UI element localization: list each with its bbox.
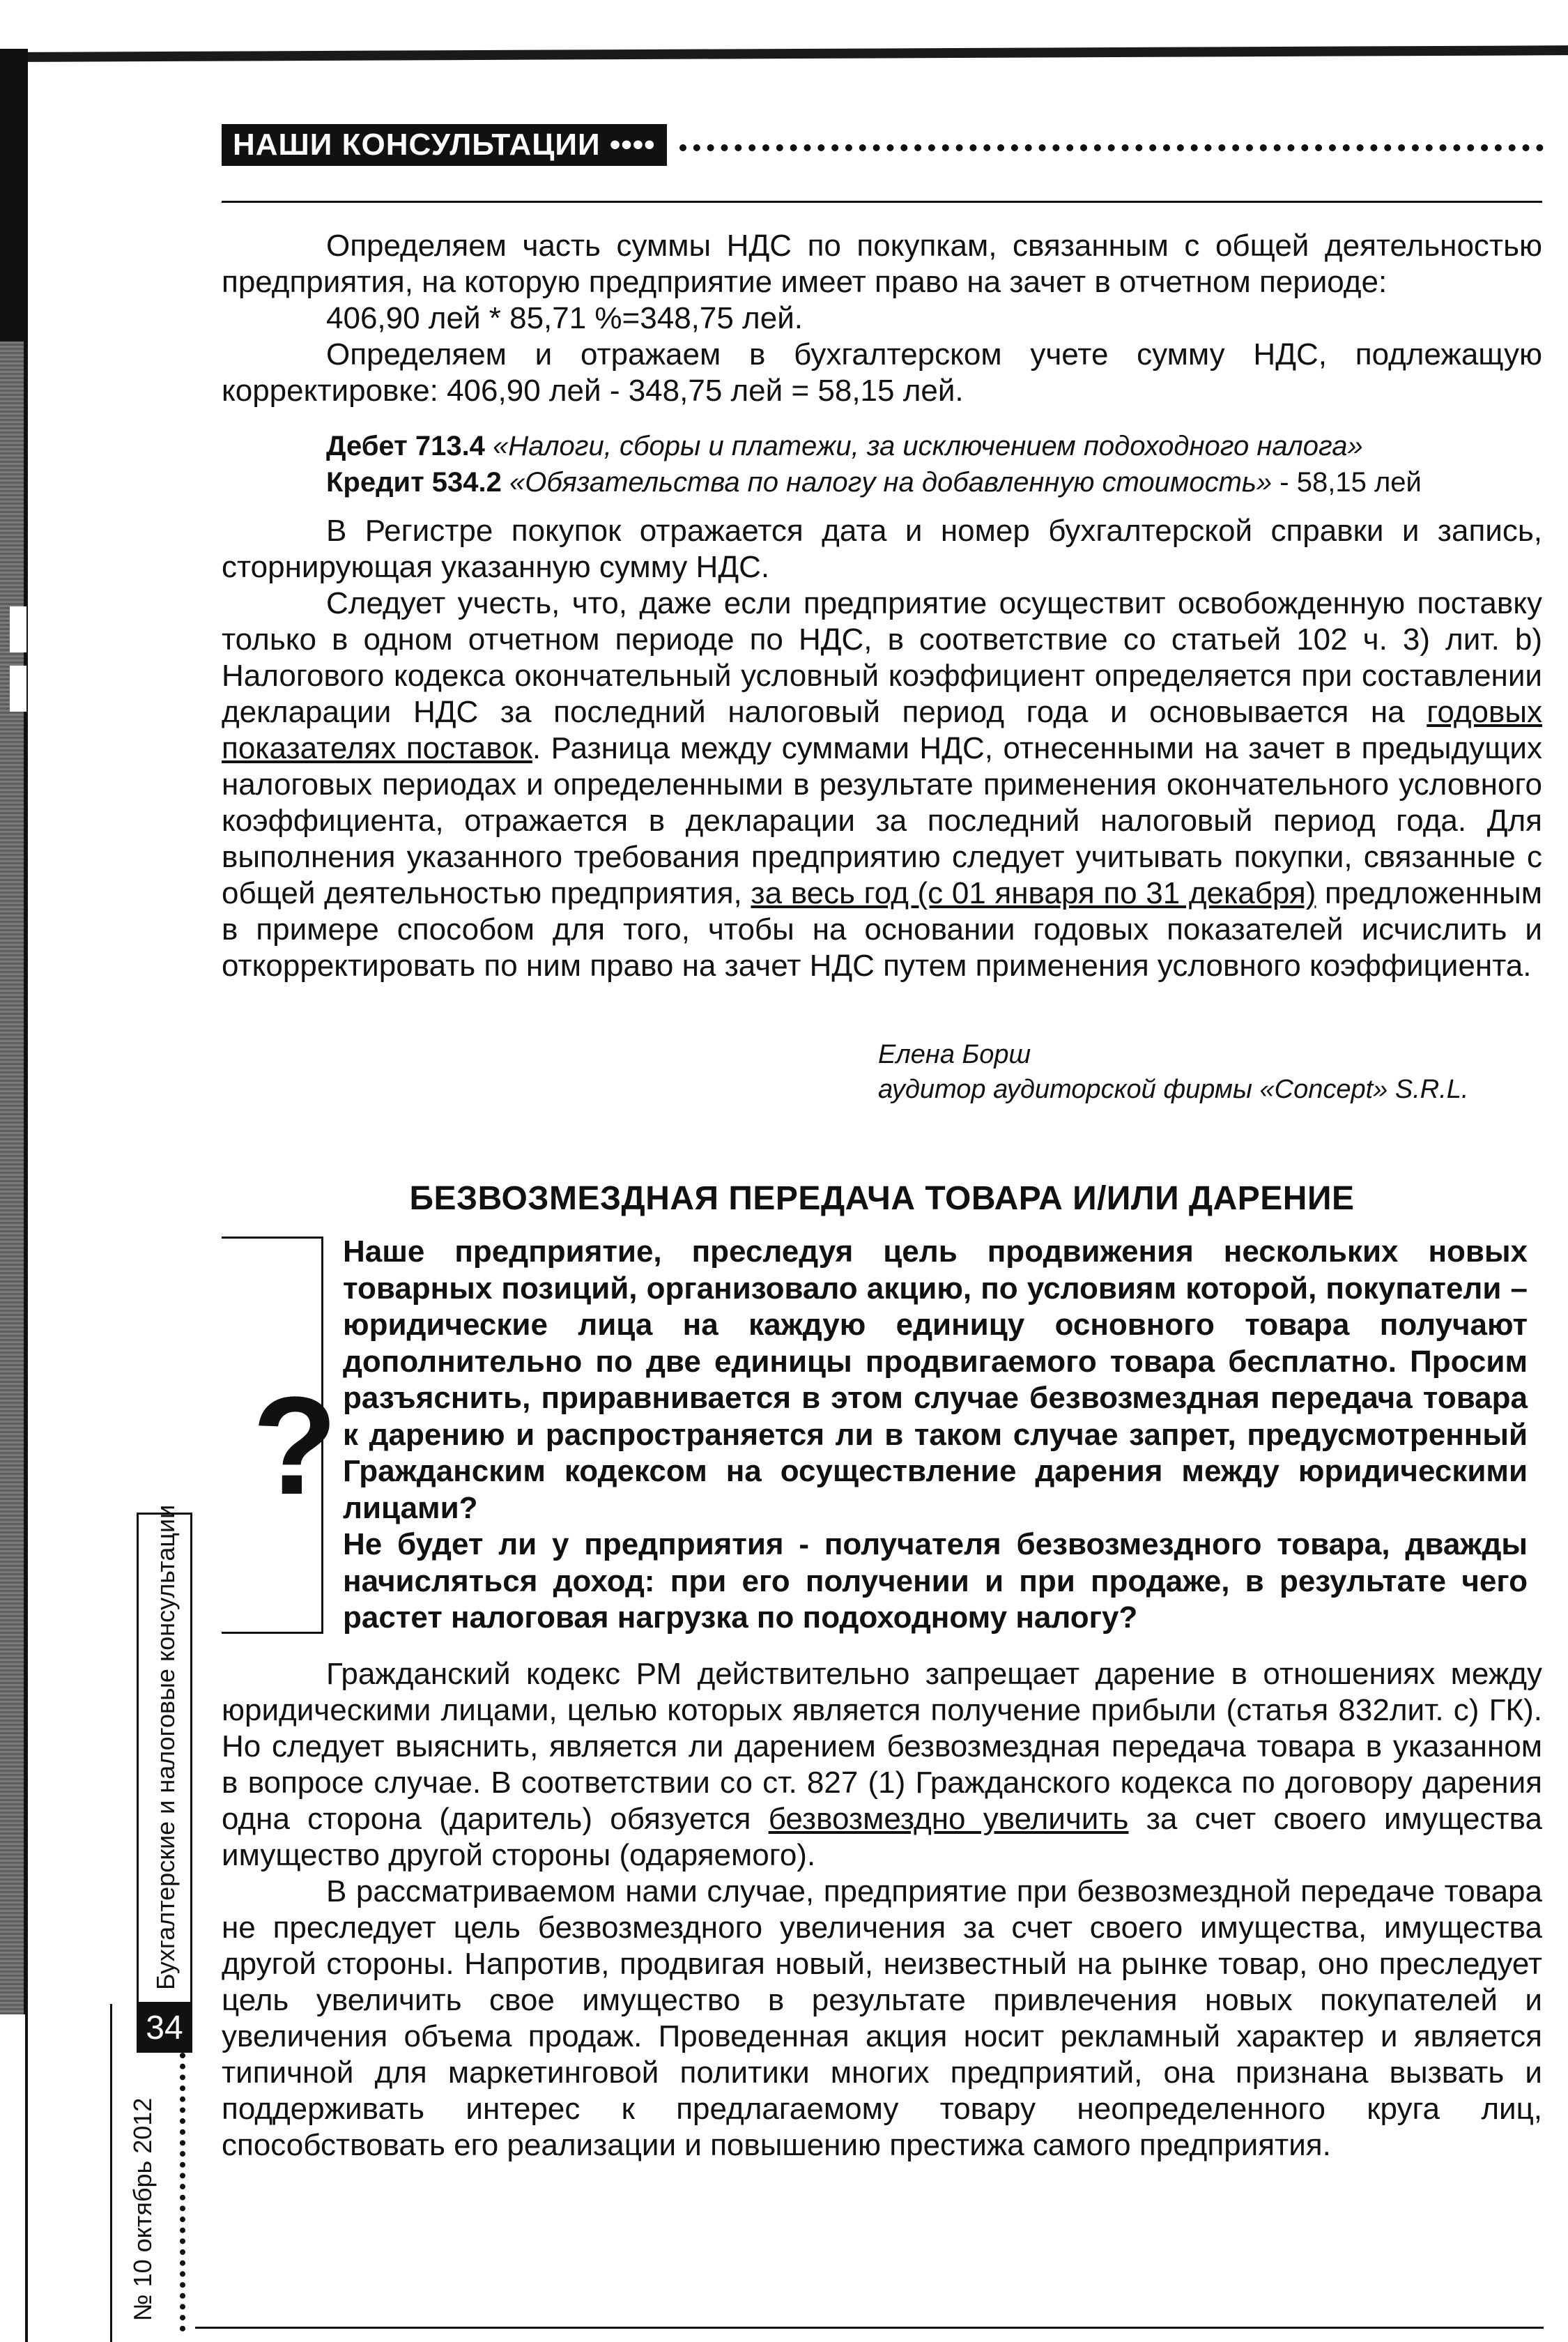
paragraph: Определяем часть суммы НДС по покупкам, связанным с общей деятельностью предприятия, на которую предприятие имеет право на зачет в отчетном периоде: — [222, 229, 1542, 299]
author-position: аудитор аудиторской фирмы «Concept» S.R.L. — [878, 1075, 1469, 1104]
credit-line — [326, 464, 1553, 500]
scan-left-mark — [10, 666, 26, 712]
debit-line — [326, 428, 1553, 464]
debit-description: «Налоги, сборы и платежи, за исключением подоходного налога» — [493, 431, 1363, 461]
calc-paragraphs — [222, 228, 1542, 409]
sidebar-dotted-line — [180, 2053, 185, 2332]
paragraph: Следует учесть, что, даже если предприятие осуществит освобожденную поставку только в одном отчетном периоде по НДС, в соответствие со статьей 102 ч. 3) лит. b) Налогового кодекса окончательный условный коэффициент определяется при составлении декларации НДС за последний налоговый период года и основывается на годовых показателях поставок. Разница между суммами НДС, отнесенными на зачет в предыдущих налоговых периодах и определенными в результате применения окончательного условного коэффициента, отражается в декларации за последний налоговый период года. Для выполнения указанного требования предприятию следует учитывать покупки, связанные с общей деятельностью предприятия, за весь год (с 01 января по 31 декабря) предложенным в примере способом для того, чтобы на основании годовых показателей исчислить и откорректировать по ним право на зачет НДС путем применения условного коэффициента. — [222, 586, 1543, 983]
issue-info: № 10 октябрь 2012 — [128, 2097, 157, 2321]
underlined-text: за весь год (с 01 января по 31 декабря) — [751, 876, 1316, 910]
journal-title: Бухгалтерские и налоговые консультации — [151, 1504, 180, 1990]
paragraph: Определяем и отражаем в бухгалтерском учете сумму НДС, подлежащую корректировке: 406,90 лей - 348,75 лей = 58,15 лей. — [222, 337, 1542, 408]
scan-left-mark — [10, 606, 26, 652]
section-header-badge: НАШИ КОНСУЛЬТАЦИИ •••• — [222, 124, 667, 166]
credit-description: «Обязательства по налогу на добавленную стоимость» — [509, 467, 1273, 498]
scan-left-gray-strip — [0, 342, 24, 2014]
author-name: Елена Борш — [878, 1040, 1031, 1069]
reader-question — [343, 1234, 1528, 1637]
question-mark-icon: ? — [252, 1368, 338, 1524]
answer-paragraphs — [222, 1656, 1542, 2164]
sidebar-frame-line — [110, 2004, 112, 2342]
debit-account: Дебет 713.4 — [326, 431, 485, 461]
header-rule — [222, 201, 1542, 203]
explanation-paragraphs — [222, 513, 1542, 984]
accounting-entry — [326, 428, 1553, 500]
header-dotted-line — [679, 144, 1544, 151]
footer-rule — [195, 2327, 1544, 2329]
author-signature — [878, 1037, 1468, 1107]
scan-left-white-strip — [0, 2014, 25, 2342]
page-number: 34 — [137, 2004, 192, 2053]
credit-account: Кредит 534.2 — [326, 467, 502, 498]
paragraph: В Регистре покупок отражается дата и номер бухгалтерской справки и запись, сторнирующая указанную сумму НДС. — [222, 514, 1542, 584]
credit-amount: - 58,15 лей — [1272, 467, 1422, 498]
paragraph: Гражданский кодекс РМ действительно запрещает дарение в отношениях между юридическими лицами, целью которых является получение прибыли (статья 832лит. с) ГК). Но следует выяснить, является ли дарением безвозмездная передача товара в указанном в вопросе случае. В соответствии со ст. 827 (1) Гражданского кодекса по договору дарения одна сторона (даритель) обязуется безвозмездно увеличить за счет своего имущества имущество другой стороны (одаряемого). — [222, 1657, 1543, 1872]
article-title: БЕЗВОЗМЕЗДНАЯ ПЕРЕДАЧА ТОВАРА И/ИЛИ ДАРЕНИЕ — [409, 1180, 1355, 1217]
underlined-text: годовых показателях поставок — [222, 695, 1542, 765]
question-paragraph: Наше предприятие, преследуя цель продвижения нескольких новых товарных позиций, организовало акцию, по условиям которой, покупатели – юридические лица на каждую единицу основного товара получают дополнительно по две единицы продвигаемого товара бесплатно. Просим разъяснить, приравнивается в этом случае безвозмездная передача товара к дарению и распространяется ли в таком случае запрет, предусмотренный Гражданским кодексом на осуществление дарения между юридическими лицами? — [343, 1234, 1528, 1525]
question-paragraph: Не будет ли у предприятия - получателя безвозмездного товара, дважды начисляться доход: при его получении и при продаже, в результате чего растет налоговая нагрузка по подоходному налогу? — [343, 1527, 1528, 1635]
paragraph: 406,90 лей * 85,71 %=348,75 лей. — [326, 301, 803, 335]
paragraph: В рассматриваемом нами случае, предприятие при безвозмездной передаче товара не преследует цель безвозмездного увеличения за счет своего имущества, имущества другой стороны. Напротив, продвигая новый, неизвестный на рынке товар, оно преследует цель увеличить свое имущество в результате привлечения новых покупателей и увеличения объема продаж. Проведенная акция носит рекламный характер и является типичной для маркетинговой политики многих предприятий, она признана вызвать и поддерживать интерес к предлагаемому товару неопределенного круга лиц, способствовать его реализации и повышению престижа самого предприятия. — [222, 1874, 1542, 2162]
underlined-text: безвозмездно увеличить — [768, 1802, 1129, 1836]
